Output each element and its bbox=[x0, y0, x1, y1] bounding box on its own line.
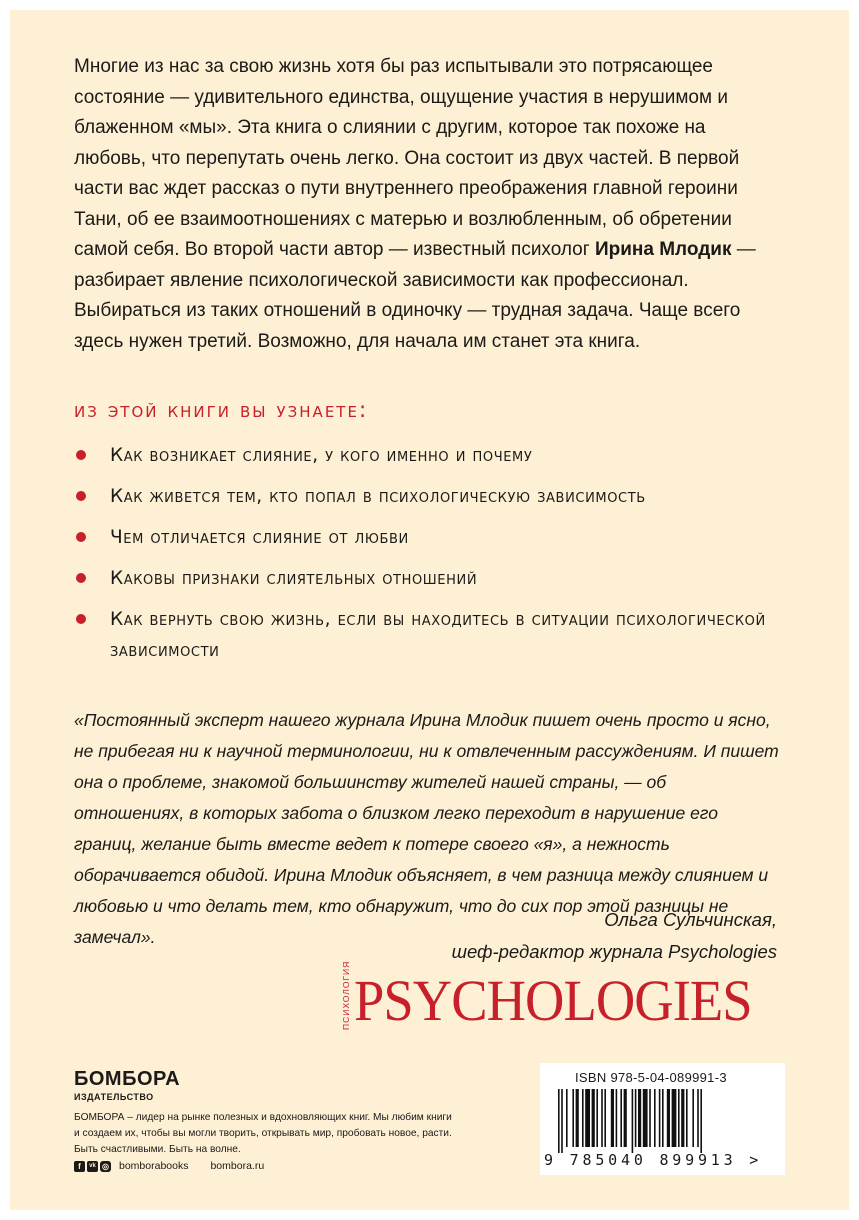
barcode-bar bbox=[558, 1089, 560, 1153]
book-description bbox=[74, 52, 774, 357]
barcode-bar bbox=[566, 1089, 568, 1147]
logo-wordmark: PSYCHOLOGIES bbox=[353, 968, 752, 1033]
bullet-dot-icon bbox=[76, 614, 86, 624]
review-quote: «Постоянный эксперт нашего журнала Ирина Млодик пишет очень просто и ясно, не прибегая ни к научной терминологии, ни к отвлеченным рассуждениям. И пишет она о проблеме, знакомой большинству жителей нашей страны, — об отношениях, в которых забота о близком легко переходит в нарушение его границ, желание быть вместе ведет к потере своего «я», а нежность оборачивается обидой. Ирина Млодик объясняет, в чем разница между слиянием и любовью и что делать тем, кто обнаружит, что до сих пор этой разницы не замечал». bbox=[74, 710, 779, 947]
learn-item-text: Как живется тем, кто попал в психологическую зависимость bbox=[110, 486, 646, 507]
barcode-bar bbox=[632, 1089, 634, 1153]
barcode-bar bbox=[616, 1089, 618, 1147]
description-part-1: Многие из нас за свою жизнь хотя бы раз испытывали это потрясающее состояние — удивительного единства, ощущение участия в нерушимом и блаженном «мы». Эта книга о слиянии с другим, которое так похоже на любовь, что перепутать очень легко. Она состоит из двух частей. В первой части вас ждет рассказ о пути внутреннего преображения главной героини Тани, об ее взаимоотношениях с матерью и возлюбленным, об обретении самой себя. Во второй части автор — известный психолог bbox=[74, 56, 740, 260]
barcode-bar bbox=[649, 1089, 651, 1147]
barcode-bar bbox=[697, 1089, 699, 1147]
barcode-bar bbox=[672, 1089, 677, 1147]
learn-item-text: Как возникает слияние, у кого именно и почему bbox=[110, 445, 533, 466]
learn-item-text: Чем отличается слияние от любви bbox=[110, 527, 409, 548]
publisher-website: bombora.ru bbox=[210, 1160, 265, 1172]
barcode-bar bbox=[667, 1089, 670, 1147]
author-name: Ирина Млодик bbox=[594, 239, 732, 260]
learn-item-text: Как вернуть свою жизнь, если вы находитесь в ситуации психологической зависимости bbox=[110, 609, 766, 661]
barcode-bar bbox=[659, 1089, 661, 1147]
barcode-bar bbox=[643, 1089, 648, 1147]
psychologies-logo bbox=[340, 960, 777, 1033]
barcode-bar bbox=[601, 1089, 603, 1147]
learn-item bbox=[74, 440, 774, 471]
instagram-icon: ◎ bbox=[100, 1161, 111, 1172]
barcode-bar bbox=[596, 1089, 598, 1147]
facebook-icon: f bbox=[74, 1161, 85, 1172]
barcode-bar bbox=[561, 1089, 563, 1153]
description-part-2: — разбирает явление психологической зависимости как профессионал. Выбираться из таких отношений в одиночку — трудная задача. Чаще всего здесь нужен третий. Возможно, для начала им станет эта книга. bbox=[74, 239, 756, 352]
isbn-barcode bbox=[540, 1063, 785, 1175]
quote-attribution bbox=[277, 904, 777, 968]
vk-icon: vk bbox=[87, 1161, 98, 1172]
barcode-bar bbox=[635, 1089, 637, 1147]
barcode-bar bbox=[611, 1089, 614, 1147]
logo-subtitle: ПСИХОЛОГИЯ bbox=[340, 960, 351, 1030]
publisher-logo-subtitle: ИЗДАТЕЛЬСТВО bbox=[74, 1092, 154, 1102]
learn-item-text: Каковы признаки слиятельных отношений bbox=[110, 568, 478, 589]
bullet-dot-icon bbox=[76, 573, 86, 583]
bullet-dot-icon bbox=[76, 491, 86, 501]
barcode-bar bbox=[572, 1089, 574, 1147]
learn-item bbox=[74, 522, 774, 553]
social-handle: bomborabooks bbox=[119, 1160, 189, 1172]
learn-item bbox=[74, 481, 774, 512]
quote-author: Ольга Сульчинская, bbox=[604, 909, 777, 930]
barcode-bar bbox=[624, 1089, 627, 1147]
barcode-bars bbox=[556, 1089, 768, 1153]
barcode-bar bbox=[620, 1089, 622, 1147]
barcode-bar bbox=[576, 1089, 579, 1147]
publisher-social bbox=[74, 1160, 264, 1172]
barcode-bar bbox=[654, 1089, 656, 1147]
barcode-bar bbox=[638, 1089, 641, 1147]
learn-item bbox=[74, 563, 774, 594]
barcode-bar bbox=[700, 1089, 702, 1153]
bullet-dot-icon bbox=[76, 532, 86, 542]
quote-author-role: шеф-редактор журнала Psychologies bbox=[451, 941, 777, 962]
barcode-bar bbox=[678, 1089, 680, 1147]
barcode-bar bbox=[686, 1089, 688, 1147]
learn-item bbox=[74, 604, 774, 666]
barcode-bar bbox=[592, 1089, 595, 1147]
barcode-bar bbox=[692, 1089, 694, 1147]
barcode-bar bbox=[681, 1089, 684, 1147]
barcode-bar bbox=[604, 1089, 606, 1147]
learn-heading: из этой книги вы узнаете: bbox=[74, 398, 369, 423]
isbn-number: ISBN 978-5-04-089991-3 bbox=[575, 1070, 727, 1085]
barcode-bar bbox=[582, 1089, 584, 1147]
publisher-logo: БОМБОРА bbox=[74, 1068, 181, 1090]
publisher-description: БОМБОРА – лидер на рынке полезных и вдохновляющих книг. Мы любим книги и создаем их, чтобы вы могли творить, открывать мир, пробовать новое, расти. Быть счастливыми. Быть на волне. bbox=[74, 1112, 452, 1155]
bullet-dot-icon bbox=[76, 450, 86, 460]
barcode-digits: 9 785040 899913 > bbox=[544, 1151, 763, 1169]
barcode-bar bbox=[662, 1089, 664, 1147]
barcode-bar bbox=[585, 1089, 590, 1147]
learn-list bbox=[74, 440, 774, 676]
